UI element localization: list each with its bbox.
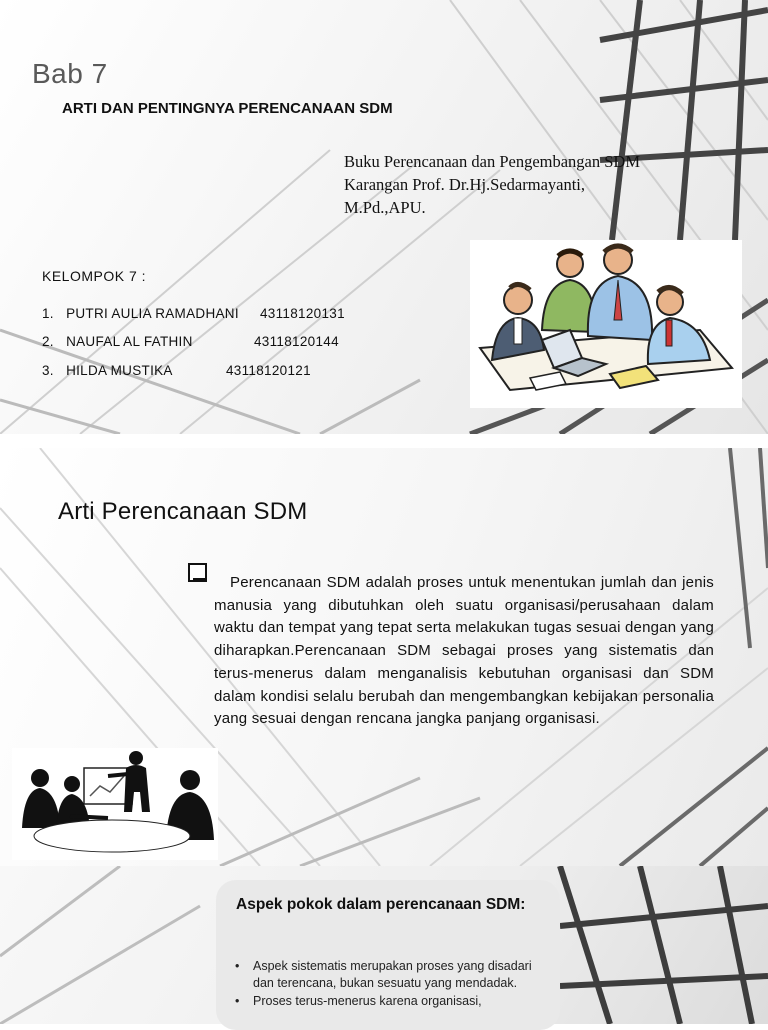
slide-1 bbox=[0, 0, 768, 434]
bullet-icon: • bbox=[235, 959, 240, 973]
slide-title: ARTI DAN PENTINGNYA PERENCANAAN SDM bbox=[62, 100, 393, 117]
member-number: 2. bbox=[42, 334, 54, 349]
list-item bbox=[233, 958, 533, 992]
book-line: Buku Perencanaan dan Pengembangan SDM bbox=[344, 152, 641, 171]
member-number: 1. bbox=[42, 306, 54, 321]
member-row bbox=[42, 363, 311, 378]
member-nim: 43118120121 bbox=[226, 363, 311, 378]
member-row bbox=[42, 334, 339, 349]
bullet-icon: • bbox=[235, 994, 240, 1008]
member-row bbox=[42, 306, 345, 321]
book-line: M.Pd.,APU. bbox=[344, 198, 426, 217]
book-line: Karangan Prof. Dr.Hj.Sedarmayanti, bbox=[344, 175, 586, 194]
member-name: NAUFAL AL FATHIN bbox=[66, 334, 193, 349]
member-name: PUTRI AULIA RAMADHANI bbox=[66, 306, 239, 321]
definition-paragraph: Perencanaan SDM adalah proses untuk menentukan jumlah dan jenis manusia yang dibutuhkan oleh suatu organisasi/perusahaan dalam waktu dan tempat yang tepat serta melakukan tugas sesuai dengan yang diharapkan.Perencanaan SDM sebagai proses yang sistematis dan terus-menerus dalam menganalisis kebutuhan organisasi dan SDM dalam kondisi selalu berubah dan mengembangkan kebijakan personalia yang sesuai dengan rencana jangka panjang organisasi. bbox=[214, 574, 714, 728]
presentation-silhouette-illustration bbox=[12, 748, 218, 860]
member-number: 3. bbox=[42, 363, 54, 378]
chapter-label: Bab 7 bbox=[32, 58, 108, 89]
aspect-list bbox=[233, 958, 533, 1011]
member-name: HILDA MUSTIKA bbox=[66, 363, 173, 378]
team-meeting-illustration bbox=[470, 240, 742, 408]
book-reference bbox=[344, 150, 714, 219]
member-nim: 43118120131 bbox=[260, 306, 345, 321]
aspect-title: Aspek pokok dalam perencanaan SDM: bbox=[236, 896, 526, 913]
slide-gap bbox=[0, 434, 768, 448]
checkbox-icon bbox=[188, 563, 207, 582]
list-item bbox=[233, 993, 533, 1010]
section-title: Arti Perencanaan SDM bbox=[58, 498, 308, 525]
list-item-text: Proses terus-menerus karena organisasi, bbox=[253, 994, 482, 1008]
list-item-text: Aspek sistematis merupakan proses yang disadari dan terencana, bukan sesuatu yang mendadak. bbox=[253, 959, 532, 990]
member-nim: 43118120144 bbox=[254, 334, 339, 349]
group-label: KELOMPOK 7 : bbox=[42, 268, 147, 284]
